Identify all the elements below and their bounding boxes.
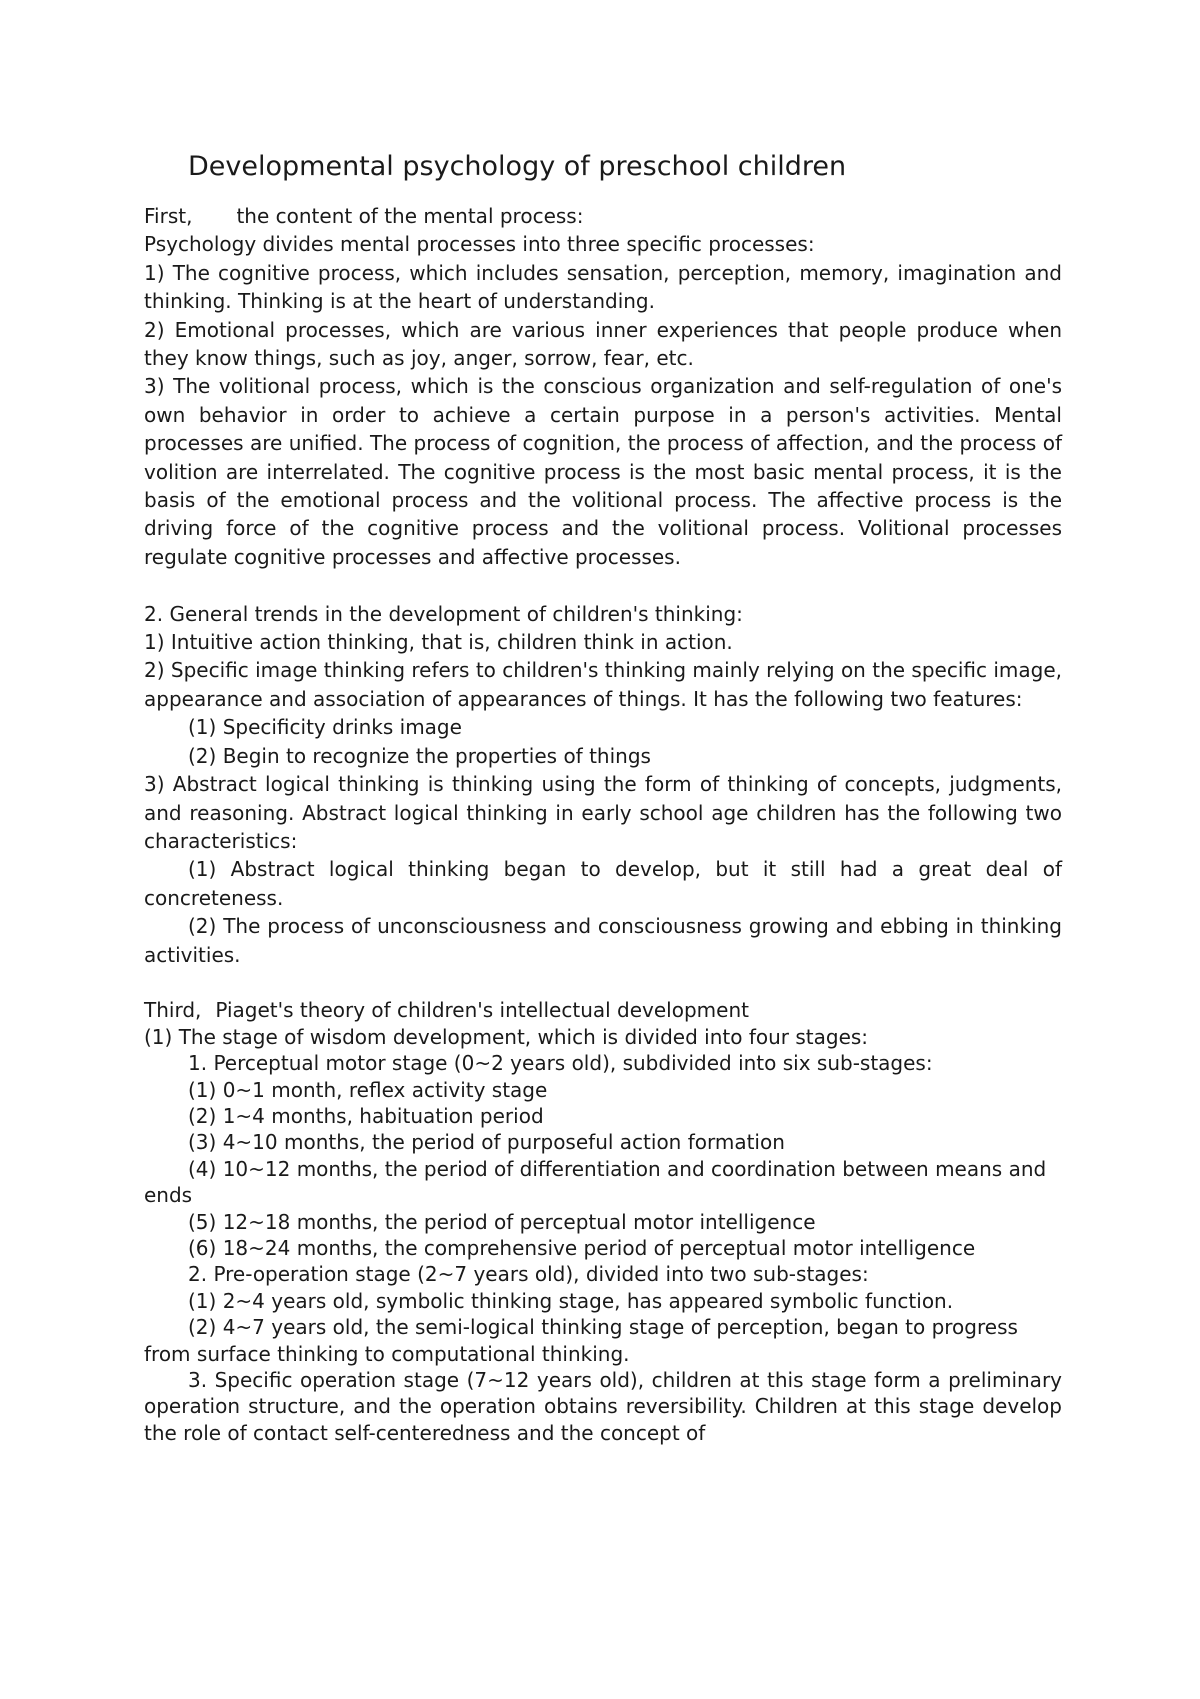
sub-list-item: (2) Begin to recognize the properties of things (188, 743, 651, 768)
sub-list-item: (3) 4~10 months, the period of purposeful action formation (188, 1130, 785, 1155)
section-heading-text: the content of the mental process: (236, 204, 584, 228)
paragraph: Psychology divides mental processes into three specific processes: (144, 232, 815, 257)
section-heading (144, 202, 1062, 230)
sub-list-item: (6) 18~24 months, the comprehensive period of perceptual motor intelligence (188, 1236, 976, 1260)
stage-item: 2. Pre-operation stage (2~7 years old), divided into two sub-stages: (188, 1262, 869, 1287)
section-heading-text: Piaget's theory of children's intellectual development (215, 998, 749, 1023)
sub-list-item: (1) Abstract logical thinking began to develop, but it still had a great deal of concreteness. (144, 857, 1062, 910)
document-page (144, 150, 1062, 1446)
list-item: 1) Intuitive action thinking, that is, children think in action. (144, 630, 733, 655)
section-second (144, 600, 1062, 969)
sub-list-item: (1) 2~4 years old, symbolic thinking stage, has appeared symbolic function. (188, 1288, 954, 1313)
sub-list-item: (4) 10~12 months, the period of differentiation and coordination between means and ends (144, 1156, 1047, 1208)
list-item: 1) The cognitive process, which includes sensation, perception, memory, imagination and thinking. Thinking is at the heart of understanding. (144, 260, 1062, 314)
sub-list-item: (1) 0~1 month, reflex activity stage (188, 1077, 548, 1102)
document-title: Developmental psychology of preschool children (188, 151, 847, 182)
section-third (144, 997, 1062, 1446)
list-item: 3) The volitional process, which is the conscious organization and self-regulation of one's own behavior in order to achieve a certain purpose in a person's activities. Mental processes are unified. The process of cognition, the process of affection, and the process of volition are interrelated. The cognitive process is the most basic mental process, it is the basis of the emotional process and the volitional process. The affective process is the driving force of the cognitive process and the volitional process. Volitional processes regulate cognitive processes and affective processes. (144, 374, 1062, 569)
stage-item: 3. Specific operation stage (7~12 years old), children at this stage form a preliminary operation structure, and the operation obtains reversibility. Children at this stage develop the role of contact self-centeredness and the concept of (144, 1368, 1062, 1445)
sub-list-item: (5) 12~18 months, the period of perceptual motor intelligence (188, 1209, 816, 1234)
section-heading (144, 997, 1062, 1023)
section-first (144, 202, 1062, 571)
list-item: (1) The stage of wisdom development, which is divided into four stages: (144, 1024, 869, 1049)
section-heading-label: Third, (144, 998, 202, 1023)
list-item: 2) Specific image thinking refers to children's thinking mainly relying on the specific image, appearance and association of appearances of things. It has the following two features: (144, 658, 1062, 711)
section-heading-label: First, (144, 204, 193, 228)
list-item: 3) Abstract logical thinking is thinking using the form of thinking of concepts, judgments, and reasoning. Abstract logical thinking in early school age children has the following two characteristics: (144, 772, 1062, 853)
stage-item: 1. Perceptual motor stage (0~2 years old), subdivided into six sub-stages: (188, 1051, 933, 1076)
sub-list-item: (2) 1~4 months, habituation period (188, 1103, 544, 1128)
list-item: 2) Emotional processes, which are various inner experiences that people produce when they know things, such as joy, anger, sorrow, fear, etc. (144, 317, 1062, 371)
sub-list-item: (1) Specificity drinks image (188, 715, 462, 740)
sub-list-item: (2) The process of unconsciousness and consciousness growing and ebbing in thinking activities. (144, 914, 1062, 967)
sub-list-item: (2) 4~7 years old, the semi-logical thinking stage of perception, began to progress from surface thinking to computational thinking. (144, 1315, 1018, 1366)
section-heading: 2. General trends in the development of children's thinking: (144, 601, 743, 626)
